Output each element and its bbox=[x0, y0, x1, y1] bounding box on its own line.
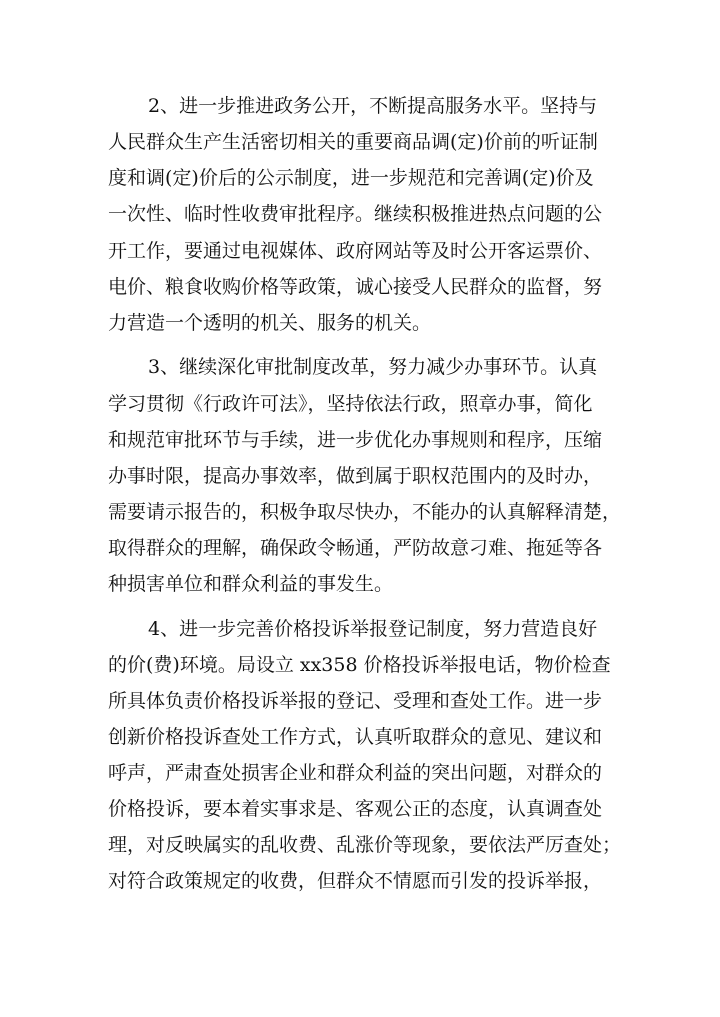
paragraph-2-line-4: 一次性、临时性收费审批程序。继续积极推进热点问题的公 bbox=[108, 203, 603, 225]
paragraph-4-line-7: 理，对反映属实的乱收费、乱涨价等现象，要依法严厉查处； bbox=[108, 834, 622, 856]
paragraph-2-line-3: 度和调(定)价后的公示制度，进一步规范和完善调(定)价及 bbox=[108, 167, 594, 189]
paragraph-3-line-6: 取得群众的理解，确保政令畅通，严防故意刁难、拖延等各 bbox=[108, 537, 603, 559]
paragraph-3-line-2: 学习贯彻《行政许可法》，坚持依法行政，照章办事，简化 bbox=[108, 393, 593, 415]
paragraph-4-line-3: 所具体负责价格投诉举报的登记、受理和查处工作。进一步 bbox=[108, 690, 603, 712]
paragraph-3-line-1: 3、继续深化审批制度改革，努力减少办事环节。认真 bbox=[148, 356, 598, 378]
paragraph-3-line-7: 种损害单位和群众利益的事发生。 bbox=[108, 573, 394, 595]
paragraph-2-line-1: 2、进一步推进政务公开，不断提高服务水平。坚持与 bbox=[148, 95, 598, 117]
paragraph-2-line-5: 开工作，要通过电视媒体、政府网站等及时公开客运票价、 bbox=[108, 240, 603, 262]
paragraph-4-line-2: 的价(费)环境。局设立 xx358 价格投诉举报电话，物价检查 bbox=[108, 654, 611, 676]
paragraph-4-line-4: 创新价格投诉查处工作方式，认真听取群众的意见、建议和 bbox=[108, 726, 603, 748]
paragraph-2-line-7: 力营造一个透明的机关、服务的机关。 bbox=[108, 312, 432, 334]
paragraph-3-line-5: 需要请示报告的，积极争取尽快办，不能办的认真解释清楚， bbox=[108, 501, 622, 523]
paragraph-4-line-6: 价格投诉，要本着实事求是、客观公正的态度，认真调查处 bbox=[108, 798, 603, 820]
paragraph-2-line-6: 电价、粮食收购价格等政策，诚心接受人民群众的监督，努 bbox=[108, 276, 603, 298]
paragraph-2-line-2: 人民群众生产生活密切相关的重要商品调(定)价前的听证制 bbox=[108, 131, 598, 153]
paragraph-3-line-3: 和规范审批环节与手续，进一步优化办事规则和程序，压缩 bbox=[108, 429, 603, 451]
paragraph-3-line-4: 办事时限，提高办事效率，做到属于职权范围内的及时办， bbox=[108, 465, 603, 487]
paragraph-4-line-8: 对符合政策规定的收费，但群众不情愿而引发的投诉举报， bbox=[108, 870, 603, 892]
paragraph-4-line-1: 4、进一步完善价格投诉举报登记制度，努力营造良好 bbox=[148, 618, 598, 640]
paragraph-4-line-5: 呼声，严肃查处损害企业和群众利益的突出问题，对群众的 bbox=[108, 762, 603, 784]
